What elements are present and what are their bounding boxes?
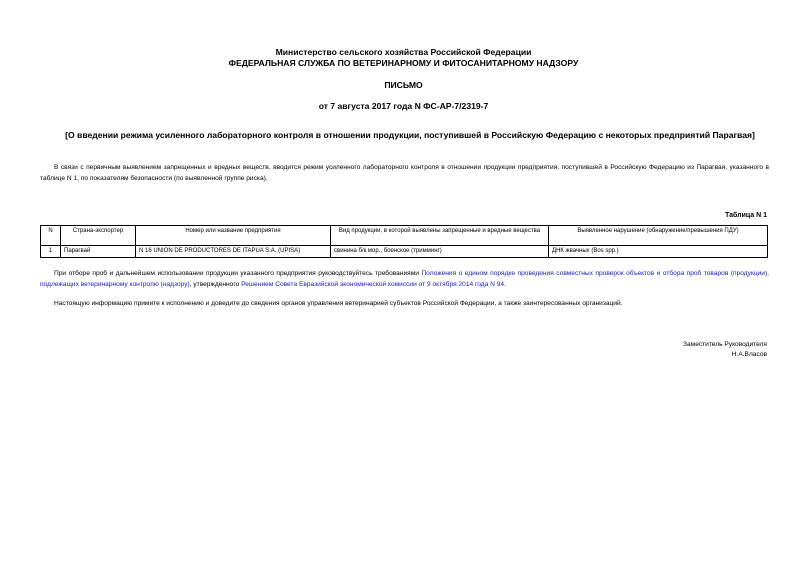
signatory-name: Н.А.Власов [731,351,767,358]
closing-paragraph: Настоящую информацию примите к исполнению и доведите до сведения органов управления ветеринарией субъектов Российской Федерации, а также заинтересованных организаций. [54,300,623,307]
enterprise-table [40,225,768,258]
service-title: ФЕДЕРАЛЬНАЯ СЛУЖБА ПО ВЕТЕРИНАРНОМУ И ФИТОСАНИТАРНОМУ НАДЗОРУ [228,58,579,68]
requirements-paragraph [40,269,769,290]
requirements-text-after: . [504,280,506,288]
document-subject: [О введении режима усиленного лабораторного контроля в отношении продукции, поступившей в Российскую Федерацию с некоторых предприятий Парагвая] [65,130,755,140]
col-number-header: N [41,226,61,246]
cell-country: Парагвай [61,246,136,258]
table-header-row [41,226,768,246]
table-label: Таблица N 1 [724,212,767,219]
signatory-title: Заместитель Руководителя [683,341,767,348]
cell-enterprise: N 16 UNION DE PRODUCTORES DE ITAPUA S.A. (UPISA) [136,246,331,258]
document-date-number: от 7 августа 2017 года N ФС-АР-7/2319-7 [318,101,489,111]
col-product-header: Вид продукции, в которой выявлены запрещенные и вредные вещества [331,226,549,246]
cell-violation: ДНК жвачных (Bos spp.) [549,246,768,258]
col-violation-header: Выявленное нарушение (обнаружение/превышения ПДУ) [549,226,768,246]
decision-link[interactable]: Решением Совета Евразийской экономической комиссии от 9 октября 2014 года N 94 [241,280,505,288]
cell-number: 1 [41,246,61,258]
cell-product: свинина б/к мор., боенское (тримминг) [331,246,549,258]
requirements-text-middle: , утвержденного [189,280,242,288]
intro-paragraph: В связи с первичным выявлением запрещенных и вредных веществ, вводится режим усиленного лабораторного контроля в отношении продукции предприятия, поступившей в Российскую Федерацию из Парагвая, указанного в таблице N 1, по показателям безопасности (по выявленной группе риска). [40,164,769,182]
ministry-title: Министерство сельского хозяйства Российской Федерации [275,47,532,57]
col-country-header: Страна-экспортер [61,226,136,246]
table-row [41,246,768,258]
regulation-link[interactable]: Положения о едином порядке проведения совместных проверок объектов и отбора проб товаров (продукции), подлежащих ветеринарному контролю (надзору) [40,270,769,288]
requirements-text-before: При отборе проб и дальнейшем использовании продукции указанного предприятия руководствуйтесь требованиями [54,270,422,277]
col-enterprise-header: Номер или название предприятия [136,226,331,246]
document-type: ПИСЬМО [384,80,423,90]
